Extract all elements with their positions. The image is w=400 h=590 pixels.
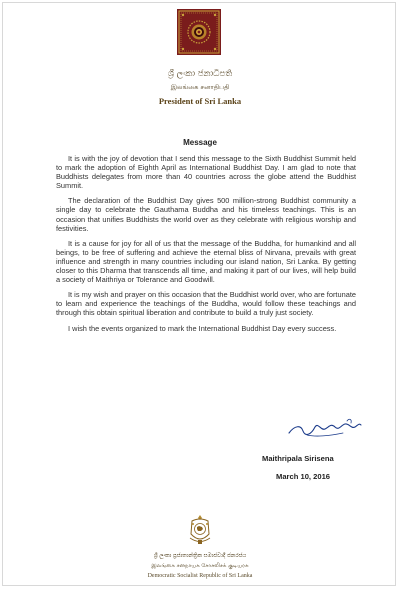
message-heading: Message xyxy=(183,138,217,147)
footer-line-english: Democratic Socialist Republic of Sri Lanka xyxy=(147,573,253,579)
signer-name: Maithripala Sirisena xyxy=(262,454,334,463)
message-paragraph: It is my wish and prayer on this occasion that the Buddhist world over, who are fortunate to learn and experience the teachings of the Buddha, would follow these teachings and through this obtain spiritual liberation and contribute to build a truly just society. xyxy=(56,290,356,318)
message-paragraph: It is a cause for joy for all of us that the message of the Buddha, for humankind and all beings, to be free of suffering and achieve the eternal bliss of Nirvana, prevails with great influence and strength in many countries including our island nation, Sri Lanka. By getting closer to this Dharma that transcends all time, and making it part of our lives, will help build a society of Maithriya or Tolerance and Goodwill. xyxy=(56,238,356,285)
footer-line-sinhala: ශ්‍රී ලංකා ප්‍රජාතාන්ත්‍රික සමාජවාදී ජනරජය xyxy=(153,553,247,559)
presidential-flag-emblem-icon xyxy=(177,9,221,55)
message-paragraph: The declaration of the Buddhist Day gives 500 million-strong Buddhist community a single day to celebrate the Gauthama Buddha and his timeless teachings. This is an occasion that unifies Buddhists the world over as they celebrate with religious worship and festivities. xyxy=(56,196,356,233)
signature-date: March 10, 2016 xyxy=(276,472,331,481)
letterhead-title-tamil: இலங்கை சனாதிபதி xyxy=(170,83,230,91)
footer-line-tamil: இலங்கை சனநாயக சோசலிசக் குடியரசு xyxy=(151,563,249,569)
handwritten-signature xyxy=(285,415,365,441)
message-paragraph: It is with the joy of devotion that I send this message to the Sixth Buddhist Summit held to mark the adoption of Eighth April as International Buddhist Day. I am glad to note that Buddhists delegates from more than 40 countries across the globe attend the Buddhist Summit. xyxy=(56,154,356,191)
letterhead-title-sinhala: ශ්‍රී ලංකා ජනාධිපති xyxy=(167,69,233,79)
message-body xyxy=(56,154,356,339)
national-crest-icon xyxy=(186,514,214,546)
message-paragraph: I wish the events organized to mark the International Buddhist Day every success. xyxy=(68,323,337,333)
letterhead-title-english: President of Sri Lanka xyxy=(158,96,242,106)
